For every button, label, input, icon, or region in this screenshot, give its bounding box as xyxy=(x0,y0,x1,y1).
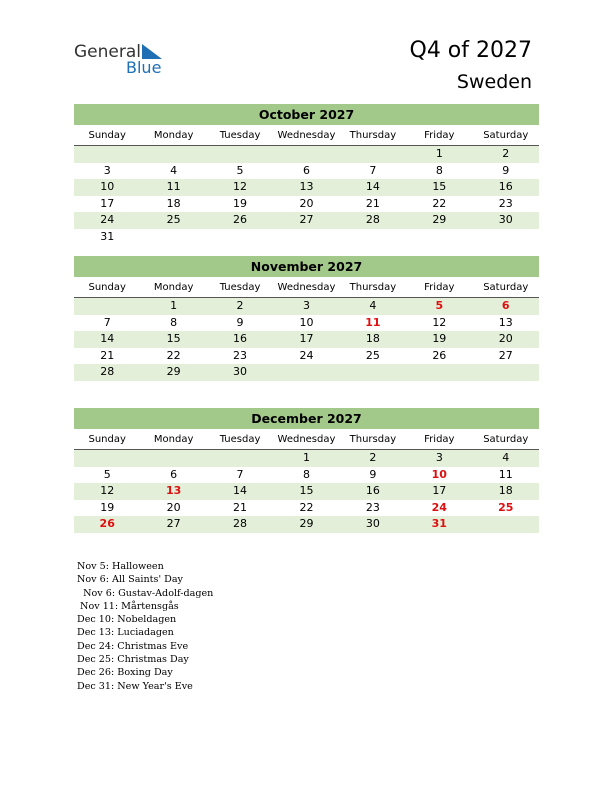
day-cell: 25 xyxy=(166,213,181,226)
empty-day-cell xyxy=(74,298,140,315)
weekday-label: Friday xyxy=(424,434,455,445)
day-cell: 18 xyxy=(498,484,513,497)
empty-day-cell xyxy=(273,364,339,381)
holiday-item: Dec 24: Christmas Eve xyxy=(77,640,189,652)
day-cell: 7 xyxy=(103,315,111,329)
day-cell: 27 xyxy=(299,213,314,226)
weekday-header xyxy=(74,128,539,146)
month-december xyxy=(74,408,539,533)
week-row xyxy=(74,516,539,533)
holiday-item: Dec 26: Boxing Day xyxy=(77,667,173,679)
weekday-label: Wednesday xyxy=(277,130,336,141)
day-cell: 25 xyxy=(365,348,380,362)
day-cell: 3 xyxy=(435,451,443,464)
day-cell: 8 xyxy=(302,467,310,481)
logo-general-text: General xyxy=(74,42,141,62)
empty-day-cell xyxy=(406,229,472,246)
empty-day-cell xyxy=(74,146,140,163)
empty-day-cell xyxy=(74,450,140,467)
day-cell: 18 xyxy=(166,196,181,210)
week-row xyxy=(74,315,539,332)
week-row xyxy=(74,364,539,381)
day-cell: 11 xyxy=(166,180,181,193)
holiday-item: Nov 11: Mårtensgås xyxy=(77,600,179,612)
week-row xyxy=(74,500,539,517)
day-cell: 12 xyxy=(100,484,115,497)
empty-day-cell xyxy=(473,516,539,533)
holiday-item: Dec 13: Luciadagen xyxy=(77,627,174,639)
day-cell: 2 xyxy=(502,147,510,160)
day-cell: 23 xyxy=(365,500,380,514)
day-cell: 29 xyxy=(299,517,314,530)
day-cell: 28 xyxy=(365,213,380,226)
week-row xyxy=(74,196,539,213)
weekday-header xyxy=(74,280,539,298)
day-cell: 4 xyxy=(170,163,178,177)
empty-day-cell xyxy=(140,450,206,467)
week-row xyxy=(74,348,539,365)
weekday-label: Wednesday xyxy=(277,282,336,293)
day-cell: 19 xyxy=(432,332,447,345)
day-cell: 26 xyxy=(99,517,115,530)
day-cell: 7 xyxy=(236,467,244,481)
day-cell: 15 xyxy=(299,484,314,497)
week-row xyxy=(74,483,539,500)
day-cell: 10 xyxy=(431,467,447,481)
weekday-label: Saturday xyxy=(483,434,529,445)
empty-day-cell xyxy=(273,229,339,246)
empty-day-cell xyxy=(273,146,339,163)
day-cell: 21 xyxy=(100,348,115,362)
month-title: October 2027 xyxy=(74,104,539,125)
day-cell: 5 xyxy=(236,163,244,177)
day-cell: 28 xyxy=(100,365,115,378)
holiday-item: Dec 25: Christmas Day xyxy=(77,654,189,666)
week-row xyxy=(74,179,539,196)
day-cell: 2 xyxy=(236,299,244,312)
day-cell: 22 xyxy=(432,196,447,210)
holiday-item: Nov 6: All Saints' Day xyxy=(77,574,183,586)
day-cell: 3 xyxy=(103,163,111,177)
day-cell: 8 xyxy=(170,315,178,329)
logo-blue-text: Blue xyxy=(126,58,162,77)
day-cell: 19 xyxy=(100,500,115,514)
weekday-label: Monday xyxy=(153,130,194,141)
day-cell: 7 xyxy=(369,163,377,177)
weekday-label: Sunday xyxy=(88,282,126,293)
weekday-label: Sunday xyxy=(88,434,126,445)
day-cell: 23 xyxy=(233,348,248,362)
week-row xyxy=(74,331,539,348)
weekday-header xyxy=(74,432,539,450)
holiday-item: Nov 6: Gustav-Adolf-dagen xyxy=(77,587,214,599)
day-cell: 4 xyxy=(502,451,510,464)
day-cell: 15 xyxy=(432,180,447,193)
day-cell: 9 xyxy=(236,315,244,329)
month-october xyxy=(74,104,539,245)
day-cell: 24 xyxy=(100,213,115,226)
day-cell: 17 xyxy=(299,332,314,345)
day-cell: 4 xyxy=(369,299,377,312)
logo xyxy=(74,42,184,78)
week-row xyxy=(74,450,539,467)
day-cell: 14 xyxy=(365,180,380,193)
day-cell: 23 xyxy=(498,196,513,210)
day-cell: 21 xyxy=(233,500,248,514)
week-row xyxy=(74,146,539,163)
weekday-label: Thursday xyxy=(349,282,397,293)
week-row xyxy=(74,298,539,315)
day-cell: 12 xyxy=(233,180,248,193)
day-cell: 24 xyxy=(299,348,314,362)
day-cell: 9 xyxy=(369,467,377,481)
weekday-label: Monday xyxy=(153,282,194,293)
day-cell: 2 xyxy=(369,451,377,464)
day-cell: 8 xyxy=(435,163,443,177)
day-cell: 6 xyxy=(302,163,310,177)
day-cell: 28 xyxy=(233,517,248,530)
day-cell: 5 xyxy=(435,299,444,312)
empty-day-cell xyxy=(207,146,273,163)
week-row xyxy=(74,467,539,484)
weekday-label: Wednesday xyxy=(277,434,336,445)
holiday-item: Nov 5: Halloween xyxy=(77,561,164,572)
day-cell: 27 xyxy=(166,517,181,530)
day-cell: 17 xyxy=(100,196,115,210)
day-cell: 29 xyxy=(166,365,181,378)
day-cell: 20 xyxy=(498,332,513,345)
day-cell: 17 xyxy=(432,484,447,497)
day-cell: 1 xyxy=(170,299,178,312)
empty-day-cell xyxy=(406,364,472,381)
day-cell: 30 xyxy=(365,517,380,530)
week-row xyxy=(74,229,539,246)
day-cell: 30 xyxy=(233,365,248,378)
weekday-label: Saturday xyxy=(483,282,529,293)
weekday-label: Saturday xyxy=(483,130,529,141)
day-cell: 12 xyxy=(432,315,447,329)
day-cell: 19 xyxy=(233,196,248,210)
week-row xyxy=(74,163,539,180)
weekday-label: Thursday xyxy=(349,434,397,445)
month-title: December 2027 xyxy=(74,408,539,429)
month-november xyxy=(74,256,539,381)
day-cell: 31 xyxy=(100,229,115,243)
weekday-label: Thursday xyxy=(349,130,397,141)
month-title: November 2027 xyxy=(74,256,539,277)
empty-day-cell xyxy=(473,229,539,246)
day-cell: 14 xyxy=(100,332,115,345)
empty-day-cell xyxy=(140,146,206,163)
day-cell: 18 xyxy=(365,332,380,345)
day-cell: 21 xyxy=(365,196,380,210)
day-cell: 6 xyxy=(501,299,510,312)
day-cell: 31 xyxy=(431,517,447,530)
weekday-label: Monday xyxy=(153,434,194,445)
day-cell: 22 xyxy=(299,500,314,514)
holiday-item: Dec 31: New Year's Eve xyxy=(77,680,193,692)
day-cell: 16 xyxy=(498,180,513,193)
day-cell: 16 xyxy=(233,332,248,345)
holiday-item: Dec 10: Nobeldagen xyxy=(77,614,177,626)
empty-day-cell xyxy=(140,229,206,246)
empty-day-cell xyxy=(207,450,273,467)
week-row xyxy=(74,212,539,229)
day-cell: 14 xyxy=(233,484,248,497)
weekday-label: Friday xyxy=(424,282,455,293)
day-cell: 3 xyxy=(302,299,310,312)
empty-day-cell xyxy=(340,364,406,381)
empty-day-cell xyxy=(340,229,406,246)
empty-day-cell xyxy=(340,146,406,163)
day-cell: 20 xyxy=(166,500,181,514)
day-cell: 30 xyxy=(498,213,513,226)
weekday-label: Tuesday xyxy=(219,434,261,445)
day-cell: 13 xyxy=(498,315,513,329)
day-cell: 16 xyxy=(365,484,380,497)
weekday-label: Friday xyxy=(424,130,455,141)
empty-day-cell xyxy=(207,229,273,246)
day-cell: 27 xyxy=(498,348,513,362)
day-cell: 11 xyxy=(365,315,381,329)
day-cell: 20 xyxy=(299,196,314,210)
day-cell: 13 xyxy=(299,180,314,193)
holiday-list xyxy=(77,560,213,693)
day-cell: 10 xyxy=(299,315,314,329)
day-cell: 26 xyxy=(233,213,248,226)
day-cell: 25 xyxy=(498,500,514,514)
day-cell: 5 xyxy=(103,467,111,481)
day-cell: 15 xyxy=(166,332,181,345)
page-title: Q4 of 2027 xyxy=(409,38,532,63)
day-cell: 22 xyxy=(166,348,181,362)
weekday-label: Tuesday xyxy=(219,130,261,141)
weekday-label: Sunday xyxy=(88,130,126,141)
day-cell: 6 xyxy=(170,467,178,481)
day-cell: 29 xyxy=(432,213,447,226)
day-cell: 13 xyxy=(165,484,182,497)
day-cell: 1 xyxy=(435,147,443,160)
day-cell: 11 xyxy=(498,467,513,481)
weekday-label: Tuesday xyxy=(219,282,261,293)
day-cell: 1 xyxy=(302,451,310,464)
day-cell: 26 xyxy=(432,348,447,362)
country-name: Sweden xyxy=(456,71,532,93)
day-cell: 24 xyxy=(431,500,447,514)
day-cell: 10 xyxy=(100,180,115,193)
empty-day-cell xyxy=(473,364,539,381)
day-cell: 9 xyxy=(502,163,510,177)
